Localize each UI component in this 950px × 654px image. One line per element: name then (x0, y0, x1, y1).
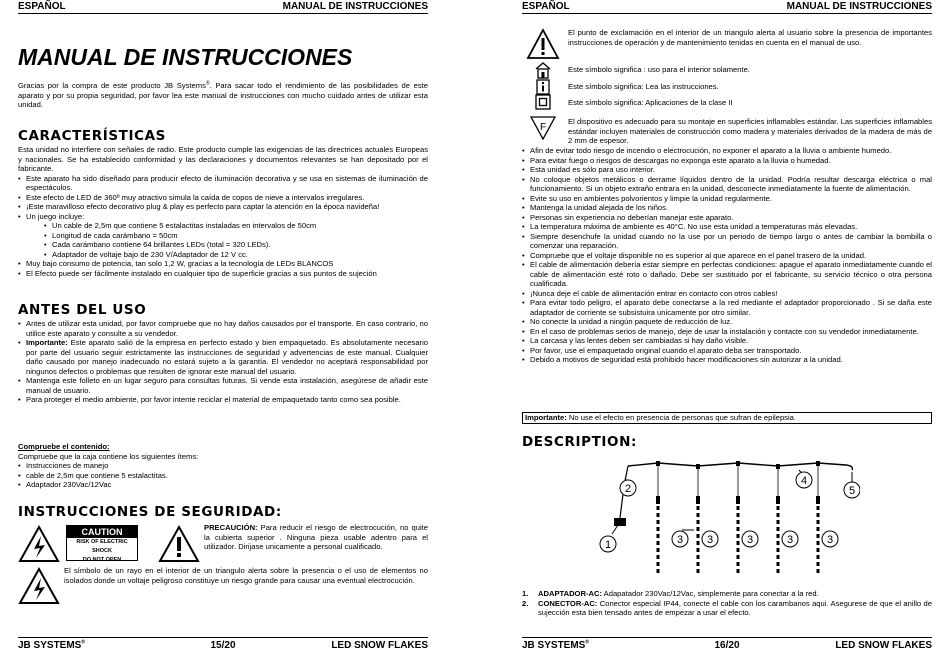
contents-list (18, 461, 428, 490)
intro-paragraph (18, 81, 428, 110)
list-item: • Evite su uso en ambientes polvorientos y limpie la unidad regularmente. (522, 194, 932, 204)
callout-4: 4 (800, 475, 808, 487)
list-item: • No conecte la unidad a ningún paquete de reducción de luz. (522, 317, 932, 327)
symbol-f-text: El dispositivo es adecuado para su montaje en superficies inflamables estándar. Las superficies inflamables estándar incluyen materiales de construcción como madera y materiales derivados de la madera de más de 2 mm de espesor. (568, 117, 932, 145)
adapter-plug (614, 518, 626, 526)
page-footer (522, 637, 932, 654)
list-item: • Este efecto de LED de 360º muy atractivo simula la caída de copos de nieve a intervalos irregulares. (18, 193, 428, 203)
list-item: • No coloque objetos metálicos o derrame líquidos dentro de la unidad. Podría resultar descarga eléctrica o mal funcionamiento. Si un objeto extraño entrara en la unidad, desconecte inmediatamente la fuente de alimentación. (522, 175, 932, 194)
precaution-paragraph (204, 523, 428, 552)
item-label: CONECTOR-AC: (538, 598, 598, 608)
callout-3: 3 (826, 534, 834, 546)
exclamation-triangle-icon (522, 28, 564, 60)
caution-label (66, 525, 138, 561)
callout-1: 1 (604, 539, 612, 551)
precaution-text: Para reducir el riesgo de electrocución, no quite la cubierta superior . Ninguna pieza usable adentro para el utilizador. Dirijase unicamente a personal cualificado. (204, 523, 428, 551)
before-use-section (18, 319, 428, 405)
exclamation-triangle-icon (158, 524, 200, 564)
f-mark-icon (522, 115, 564, 141)
list-item: • Longitud de cada carámbano = 50cm (44, 231, 428, 241)
safety-heading: INSTRUCCIONES DE SEGURIDAD: (18, 504, 282, 520)
footer-brand-name: JB SYSTEMS (522, 640, 586, 651)
before-use-heading: ANTES DEL USO (18, 302, 147, 318)
list-item: • Instrucciones de manejo (18, 461, 428, 471)
important-label: Importante: (26, 338, 68, 347)
symbol-indoor-text: Este símbolo significa : uso para el interior solamente. (568, 65, 750, 74)
list-item: • Por favor, use el empaquetado original cuando el aparato deba ser transportado. (522, 346, 932, 356)
item-number: 2. (522, 598, 529, 608)
left-page (18, 0, 428, 654)
warning-label: Importante: (525, 413, 567, 422)
callout-3: 3 (786, 534, 794, 546)
lightning-triangle-icon (18, 566, 60, 606)
intro-text-a: Gracias por la compra de este producto JB Systems (18, 81, 206, 90)
list-item: • Adaptador 230Vac/12Vac (18, 480, 428, 490)
features-list (18, 174, 428, 222)
footer-brand-name: JB SYSTEMS (18, 640, 82, 651)
precaution-label: PRECAUCIÓN: (204, 523, 258, 532)
product-diagram (598, 456, 860, 588)
features-heading: CARACTERÍSTICAS (18, 128, 166, 144)
description-heading: DESCRIPTION: (522, 434, 637, 450)
list-item (522, 599, 932, 618)
read-instructions-icon (522, 79, 564, 95)
caution-line-1: RISK OF ELECTRIC SHOCK (76, 539, 128, 554)
list-item: • El Efecto puede ser fácilmente instalado en cualquier tipo de superficie gracias a sus puntos de sujeción (18, 269, 428, 279)
indoor-use-icon (522, 61, 564, 79)
list-item: • Muy bajo consumo de potencia, tan solo 1,2 W, gracias a la tecnología de LEDs BLANCOS (18, 259, 428, 269)
callout-3: 3 (706, 534, 714, 546)
list-item: • Debido a motivos de seguridad está prohibido hacer modificaciones sin autorizar a la unidad. (522, 355, 932, 365)
features-section (18, 145, 428, 278)
lightning-triangle-icon (18, 524, 60, 564)
list-item: • Este aparato ha sido diseñado para producir efecto de iluminación decorativa y se usa en sistemas de iluminación de espectáculos. (18, 174, 428, 193)
list-item: • Para evitar fuego o riesgos de descargas no exponga este aparato a la lluvia o humedad. (522, 156, 932, 166)
page-number: 15/20 (210, 640, 236, 651)
caution-line-2: DO NOT OPEN (82, 557, 122, 563)
right-page (522, 0, 932, 654)
list-item: • Afin de evitar todo riesgo de incendio o electrocución, no exponer el aparato a la lluvia o ambiente humedo. (522, 146, 932, 156)
item-number: 1. (522, 589, 529, 598)
symbol-class-text: Este símbolo significa: Aplicaciones de la clase II (568, 98, 733, 107)
list-item (18, 338, 428, 376)
item-text: Adapatador 230Vac/12Vac, simplemente para conectar a la red. (601, 589, 819, 598)
list-item: • ¡Nunca deje el cable de alimentación entrar en contacto con otros cables! (522, 289, 932, 299)
list-item: • Un cable de 2,5m que contiene 5 estalactitas instaladas en intervalos de 50cm (44, 221, 428, 231)
page-header (522, 0, 932, 14)
item-label: ADAPTADOR-AC: (538, 589, 602, 598)
manual-title: MANUAL DE INSTRUCCIONES (18, 44, 353, 70)
symbol-read-text: Este símbolo significa: Lea las instrucciones. (568, 82, 719, 91)
warning-text: No use el efecto en presencia de personas que sufran de epilepsia. (566, 413, 796, 422)
list-item: • cable de 2,5m que contiene 5 estalactitas. (18, 471, 428, 481)
header-title: MANUAL DE INSTRUCCIONES (282, 1, 428, 12)
list-item: • Personas sin experiencia no deberían manejar este aparato. (522, 213, 932, 223)
list-item: • Siempre desenchufe la unidad cuando no la use por un periodo de tiempo largo o antes de cambiar la bombilla o comenzar una reparación. (522, 232, 932, 251)
list-item: • El cable de alimentación debería estar siempre en perfectas condiciones: apague el aparato inmediatamente cuando el cable de alimentación esté roto o dañado. Debe ser sustituido por el fabricante, su servicio técnico o otra persona cualificada. (522, 260, 932, 289)
list-item: • En el caso de problemas serios de manejo, deje de usar la instalación y contacte con su vendedor inmediatamente. (522, 327, 932, 337)
item-text: Conector especial IP44, conecte el cable con los carambanos aqui. Asegurese de que el anillo de sujección esta bien tensado antes de empezar a usar el efecto. (538, 598, 932, 617)
features-intro: Esta unidad no interfiere con señales de radio. Este producto cumple las exigencias de las directrices actuales Europeas y nacionales. Se ha establecido conformidad y las declaraciones y documentos relevantes se han depositado por el fabricante. (18, 145, 428, 173)
list-item: • Para evitar todo peligro, el aparato debe conectarse a la red mediante el adaptador proporcionado . Si se daña este adaptador de corriente se subsistuira unicamente por otro similar. (522, 298, 932, 317)
description-list (522, 589, 932, 618)
list-item: • Mantenga este folleto en un lugar seguro para consultas futuras. Si vende esta instalación, asegúrese de añadir este manual de usuario. (18, 376, 428, 395)
class-ii-icon (522, 94, 564, 112)
registered-mark: ® (205, 80, 210, 87)
header-language: ESPAÑOL (522, 1, 570, 12)
contents-intro: Compruebe que la caja contiene los siguientes ítems: (18, 451, 199, 461)
snowflake-diagram (598, 456, 860, 588)
list-item: • Mantenga la unidad alejada de los niños. (522, 203, 932, 213)
footer-registered-mark: ® (585, 639, 590, 646)
symbol-exclamation-text: El punto de exclamación en el interior de un triangulo alerta al usuario sobre la presencia de importantes instrucciones de operación y de mantenimiento tenidas en cuenta en el manual de uso. (568, 28, 932, 47)
page-header (18, 0, 428, 14)
list-item: • Cada carámbano contiene 64 brillantes LEDs (total = 320 LEDs). (44, 240, 428, 250)
header-language: ESPAÑOL (18, 1, 66, 12)
list-item: • Un juego incluye: (18, 212, 428, 222)
page-number: 16/20 (714, 640, 740, 651)
list-item: • Antes de utilizar esta unidad, por favor compruebe que no hay daños causados por el transporte. En caso contrario, no utilice este aparato y consulte a su vendedor. (18, 319, 428, 338)
svg-text:F: F (539, 122, 547, 133)
features-list-b (18, 259, 428, 278)
contents-section (18, 442, 428, 490)
kit-list (18, 221, 428, 259)
list-item: • La temperatura máxima de ambiente es 40°C. No use esta unidad a temperaturas más elevadas. (522, 222, 932, 232)
callout-3: 3 (746, 534, 754, 546)
epilepsy-warning (522, 412, 932, 424)
list-item: • Esta unidad es sólo para uso interior. (522, 165, 932, 175)
safety-list (522, 146, 932, 365)
list-item: • La carcasa y las lentes deben ser cambiadas si hay daño visible. (522, 336, 932, 346)
intro-text-b: . Para sacar todo el rendimiento de las posibilidades de este aparato y por su propia seguridad, por favor lea este manual de instrucciones con mucho cuidado antes de utilizar esta unidad. (18, 81, 429, 109)
footer-registered-mark: ® (81, 639, 86, 646)
page-footer (18, 637, 428, 654)
list-item: • ¡Este maravilloso efecto decorativo plug & play es perfecto para captar la atención en la época navideña! (18, 202, 428, 212)
lightning-paragraph: El símbolo de un rayo en el interior de un triangulo alerta sobre la presencia o el uso de elementos no isolados donde un voltaje peligroso constituye un riesgo grande para causar una eventual electrocución. (64, 566, 428, 585)
callout-5: 5 (848, 485, 856, 497)
list-item: • Compruebe que el voltaje disponible no es superior al que aparece en el panel trasero de la unidad. (522, 251, 932, 261)
header-title: MANUAL DE INSTRUCCIONES (786, 1, 932, 12)
list-item: • Adaptador de voltaje bajo de 230 V/Adaptador de 12 V cc. (44, 250, 428, 260)
footer-product: LED SNOW FLAKES (835, 640, 932, 651)
callout-2: 2 (624, 483, 632, 495)
list-item (522, 589, 932, 599)
caution-title: CAUTION (67, 526, 137, 538)
callout-3: 3 (676, 534, 684, 546)
before-use-list (18, 319, 428, 405)
important-text: Este aparato salió de la empresa en perfecto estado y bien empaquetado. Es absolutamente necesario por parte del usuario seguir estrictamente las instrucciones de seguridad y advertencias de este manual. Cualquier daño causado por manejo inadecuado no estará sujeto a la garantía. El vendedor no aceptará responsabilidad por ningunos defectos o problemas que resulten de ignorar este manual del usuario. (26, 338, 428, 376)
footer-product: LED SNOW FLAKES (331, 640, 428, 651)
list-item: • Para proteger el medio ambiente, por favor intente reciclar el material de empaquetado tanto como sea posible. (18, 395, 428, 405)
contents-heading: Compruebe el contenido: (18, 442, 110, 451)
